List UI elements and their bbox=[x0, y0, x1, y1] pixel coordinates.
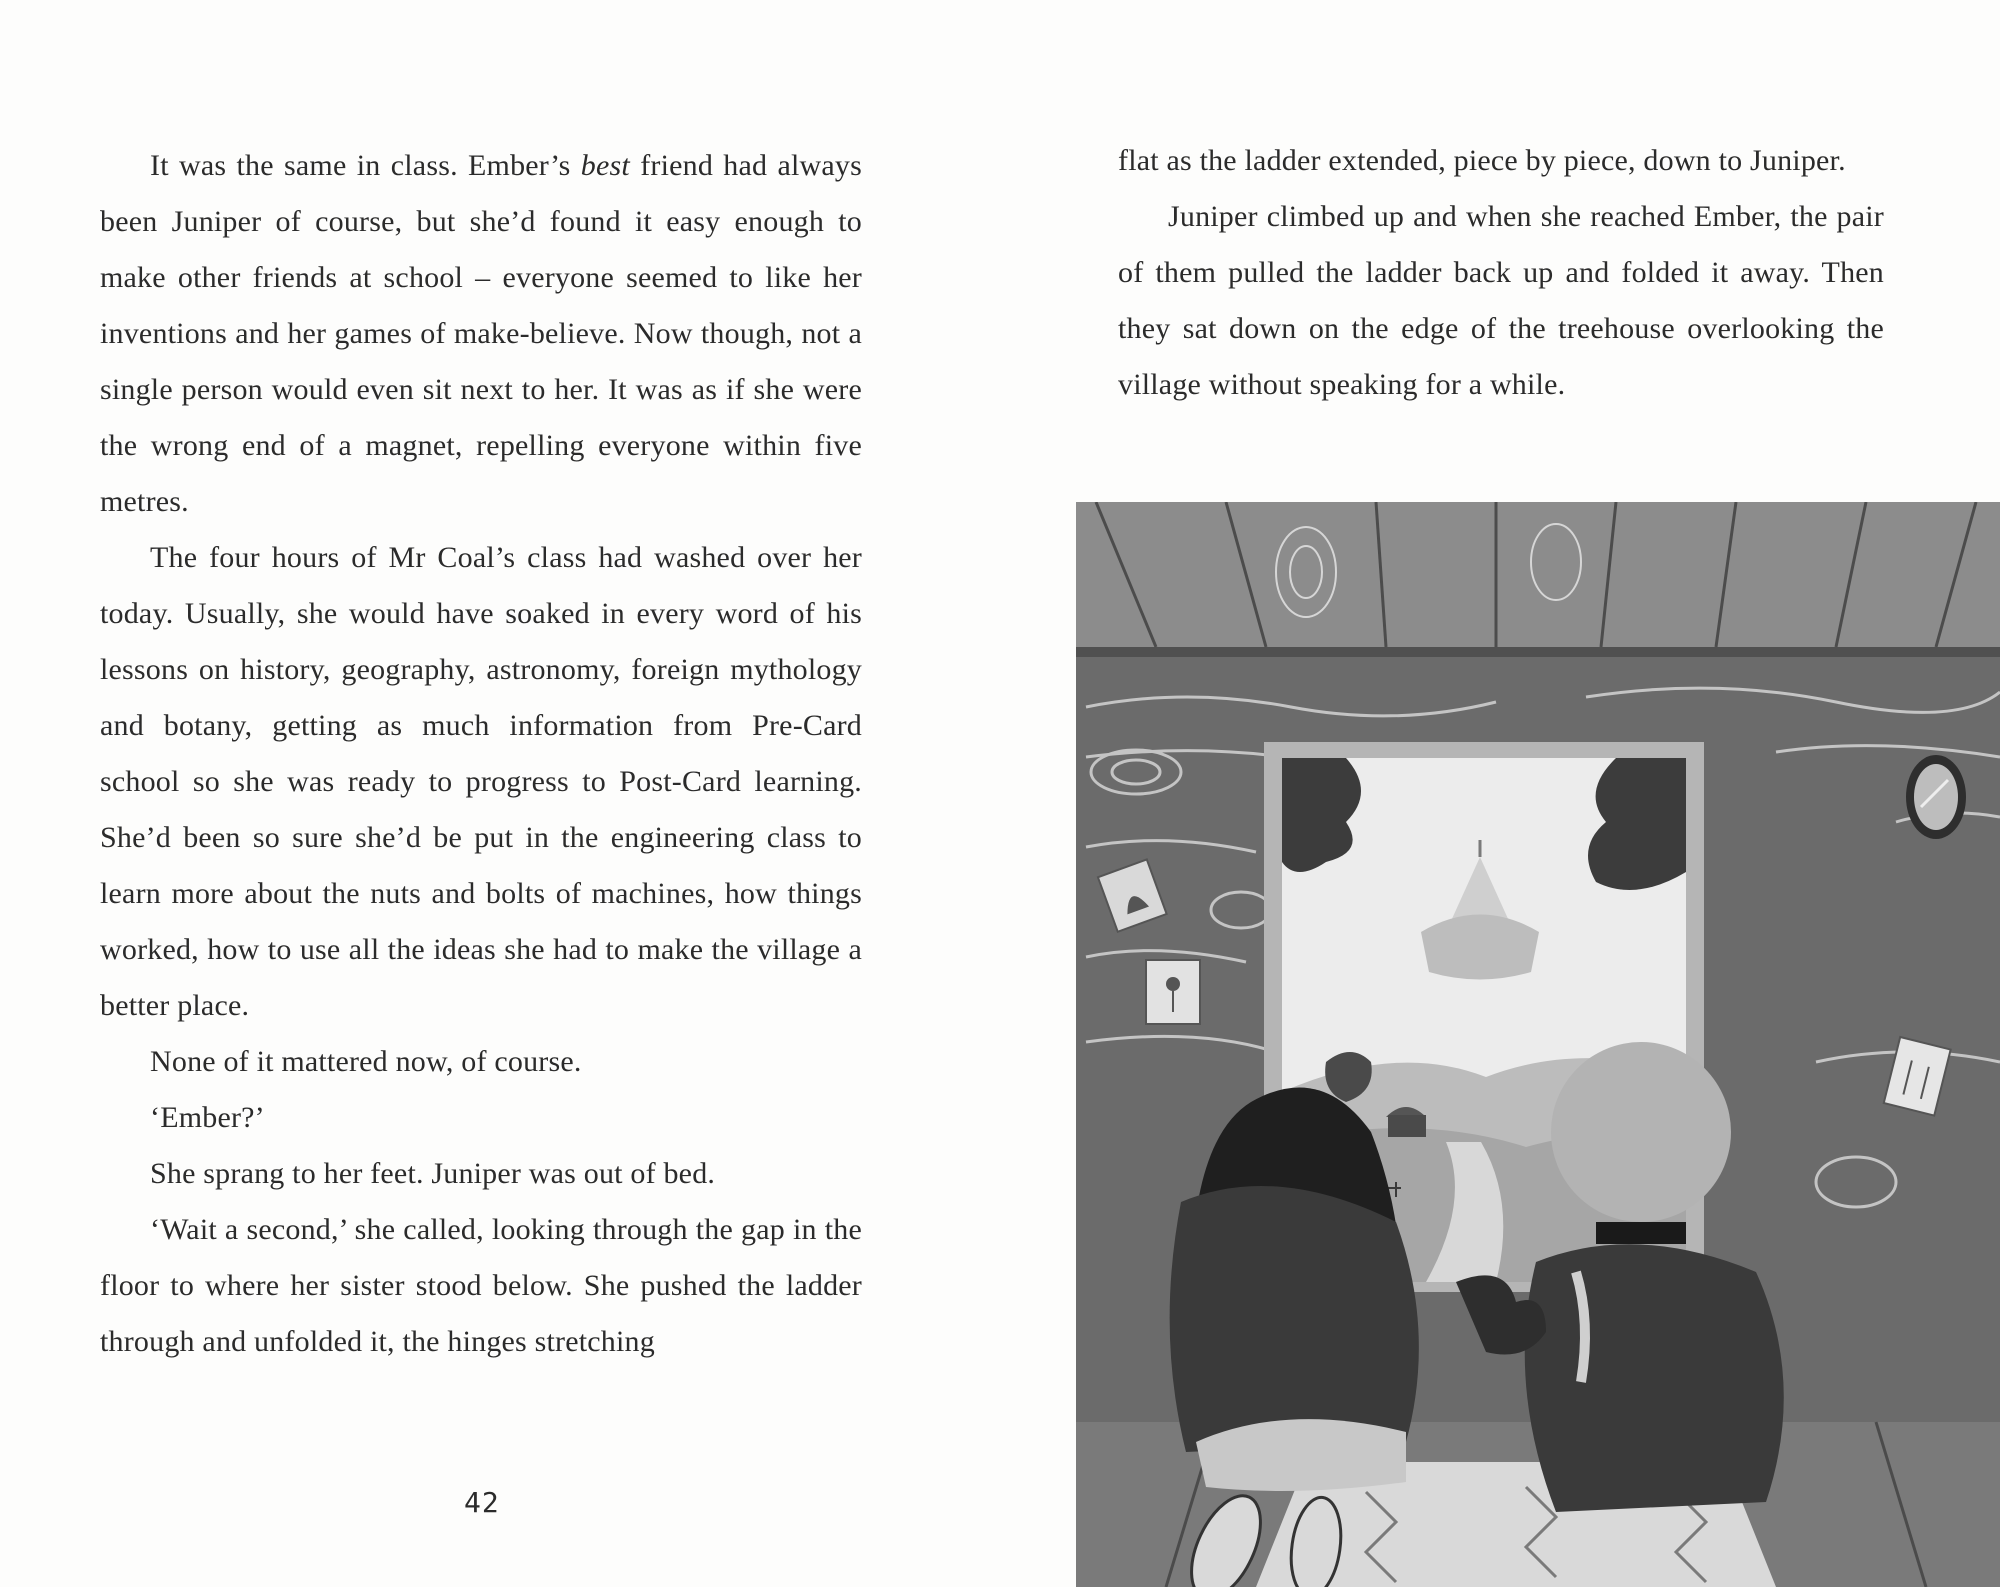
paragraph: It was the same in class. Ember’s best friend had always been Juniper of course, but she’d found it easy enough to make other friends at school – everyone seemed to like her inventions and her games of make-believe. Now though, not a single person would even sit next to her. It was as if she were the wrong end of a magnet, repelling everyone within five metres. bbox=[100, 149, 862, 518]
illustration bbox=[1076, 502, 2000, 1587]
paragraph: The four hours of Mr Coal’s class had washed over her today. Usually, she would have soaked in every word of his lessons on history, geography, astronomy, foreign mythology and botany, getting as much information from Pre-Card school so she was ready to progress to Post-Card learning. She’d been so sure she’d be put in the engineering class to learn more about the nuts and bolts of machines, how things worked, how to use all the ideas she had to make the village a better place. bbox=[100, 541, 862, 1022]
paragraph-continued: flat as the ladder extended, piece by piece, down to Juniper. bbox=[1118, 144, 1846, 177]
paragraph: None of it mattered now, of course. bbox=[150, 1045, 582, 1078]
paragraph: ‘Wait a second,’ she called, looking through the gap in the floor to where her sister stood below. She pushed the ladder through and unfolded it, the hinges stretching bbox=[100, 1213, 862, 1358]
paragraph: ‘Ember?’ bbox=[150, 1101, 265, 1134]
page-number: 42 bbox=[464, 1486, 500, 1519]
right-page-text bbox=[1118, 133, 1884, 413]
left-page-text bbox=[100, 138, 862, 1370]
right-page bbox=[1000, 0, 2000, 1587]
sister-juniper bbox=[1551, 1042, 1731, 1222]
treehouse-illustration bbox=[1076, 502, 2000, 1587]
paragraph: She sprang to her feet. Juniper was out of bed. bbox=[150, 1157, 716, 1190]
paragraph: Juniper climbed up and when she reached Ember, the pair of them pulled the ladder back up and folded it away. Then they sat down on the edge of the treehouse overlooking the village without speaking for a while. bbox=[1118, 200, 1884, 401]
emphasized-word: best bbox=[580, 149, 630, 182]
